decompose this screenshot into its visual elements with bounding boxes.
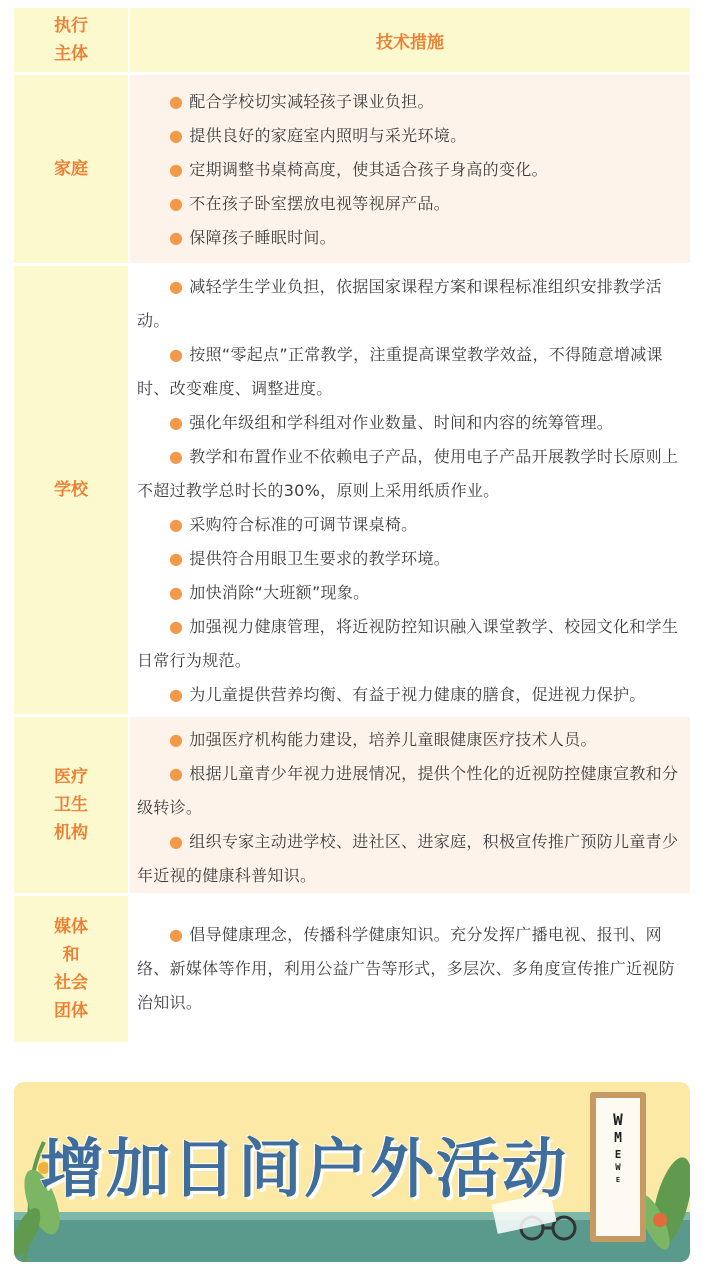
- list-item: [137, 508, 684, 542]
- measure-text: 加快消除“大班额”现象。: [189, 583, 370, 602]
- measure-text: 采购符合标准的可调节课桌椅。: [189, 515, 418, 534]
- list-item: [137, 85, 684, 119]
- bullet-icon: ●: [169, 617, 184, 636]
- row-subject-label: 学校: [54, 480, 88, 500]
- header-subject-line: 执行: [54, 16, 88, 36]
- row-subject-cell: [14, 266, 128, 714]
- bullet-icon: ●: [169, 685, 184, 704]
- eye-chart-letter: E: [615, 1176, 621, 1184]
- bullet-icon: ●: [169, 764, 184, 783]
- bullet-icon: ●: [169, 413, 184, 432]
- list-item: [137, 576, 684, 610]
- header-subject-line: 主体: [54, 44, 88, 64]
- measure-text: 减轻学生学业负担，依据国家课程方案和课程标准组织安排教学活动。: [137, 277, 662, 330]
- measure-text: 提供符合用眼卫生要求的教学环境。: [189, 549, 451, 568]
- measure-text: 倡导健康理念，传播科学健康知识。充分发挥广播电视、报刊、网络、新媒体等作用，利用公益广告等形式，多层次、多角度宣传推广近视防治知识。: [137, 925, 675, 1012]
- list-item: [137, 723, 684, 757]
- list-item: [137, 187, 684, 221]
- eye-chart-letters: [602, 1112, 634, 1184]
- bullet-icon: ●: [169, 345, 184, 364]
- measure-text: 定期调整书桌椅高度，使其适合孩子身高的变化。: [189, 160, 548, 179]
- row-subject-label: 媒体: [54, 917, 88, 937]
- row-measures-cell: [130, 717, 690, 893]
- measure-text: 加强医疗机构能力建设，培养儿童眼健康医疗技术人员。: [189, 730, 597, 749]
- banner-title: 增加日间户外活动: [40, 1133, 568, 1207]
- bullet-icon: ●: [169, 583, 184, 602]
- row-subject-label: 卫生: [54, 795, 88, 815]
- row-measures-cell: [130, 75, 690, 263]
- bullet-icon: ●: [169, 832, 184, 851]
- bullet-icon: ●: [169, 228, 184, 247]
- row-subject-label: 社会: [54, 973, 88, 993]
- list-item: [137, 440, 684, 508]
- bullet-icon: ●: [169, 549, 184, 568]
- list-item: [137, 338, 684, 406]
- eye-chart-letter: W: [613, 1110, 623, 1129]
- header-measures-cell: 技术措施: [130, 8, 690, 72]
- row-subject-label: 团体: [54, 1001, 88, 1021]
- table-header-row: [14, 8, 690, 72]
- measure-text: 配合学校切实减轻孩子课业负担。: [189, 92, 434, 111]
- bullet-icon: ●: [169, 730, 184, 749]
- header-subject-cell: [14, 8, 128, 72]
- list-item: [137, 610, 684, 678]
- list-item: [137, 678, 684, 712]
- list-item: [137, 757, 684, 825]
- bullet-icon: ●: [169, 92, 184, 111]
- bullet-icon: ●: [169, 126, 184, 145]
- row-subject-label: 和: [62, 945, 80, 965]
- measure-text: 按照“零起点”正常教学，注重提高课堂教学效益，不得随意增减课时、改变难度、调整进度。: [137, 345, 663, 398]
- row-measures-cell: [130, 266, 690, 714]
- measure-text: 组织专家主动进学校、进社区、进家庭，积极宣传推广预防儿童青少年近视的健康科普知识。: [137, 832, 679, 885]
- list-item: [137, 406, 684, 440]
- list-item: [137, 153, 684, 187]
- row-subject-label: 家庭: [54, 159, 88, 179]
- row-subject-cell: [14, 717, 128, 893]
- bullet-icon: ●: [169, 277, 184, 296]
- bullet-icon: ●: [169, 160, 184, 179]
- measures-table: [14, 8, 690, 1045]
- bullet-icon: ●: [169, 194, 184, 213]
- row-subject-cell: [14, 896, 128, 1042]
- list-item: [137, 918, 684, 1020]
- eye-chart-letter: W: [615, 1163, 621, 1173]
- outdoor-activity-banner: [14, 1082, 690, 1262]
- table-row: [14, 75, 690, 263]
- measure-text: 强化年级组和学科组对作业数量、时间和内容的统筹管理。: [189, 413, 614, 432]
- list-item: [137, 270, 684, 338]
- measure-text: 不在孩子卧室摆放电视等视屏产品。: [189, 194, 451, 213]
- row-measures-cell: [130, 896, 690, 1042]
- row-subject-label: 机构: [54, 823, 88, 843]
- list-item: [137, 119, 684, 153]
- measure-text: 根据儿童青少年视力进展情况，提供个性化的近视防控健康宣教和分级转诊。: [137, 764, 679, 817]
- list-item: [137, 825, 684, 893]
- bullet-icon: ●: [169, 925, 184, 944]
- list-item: [137, 221, 684, 255]
- list-item: [137, 542, 684, 576]
- row-subject-label: 医疗: [54, 767, 88, 787]
- measure-text: 加强视力健康管理，将近视防控知识融入课堂教学、校园文化和学生日常行为规范。: [137, 617, 679, 670]
- measure-text: 教学和布置作业不依赖电子产品，使用电子产品开展教学时长原则上不超过教学总时长的30%，原则上采用纸质作业。: [137, 447, 679, 500]
- eye-chart-letter: M: [614, 1131, 622, 1146]
- table-row: [14, 717, 690, 893]
- measure-text: 保障孩子睡眠时间。: [189, 228, 336, 247]
- measure-text: 提供良好的家庭室内照明与采光环境。: [189, 126, 467, 145]
- table-row: [14, 266, 690, 714]
- table-row: [14, 896, 690, 1042]
- bullet-icon: ●: [169, 447, 184, 466]
- bullet-icon: ●: [169, 515, 184, 534]
- eye-chart-letter: E: [614, 1148, 622, 1161]
- row-subject-cell: [14, 75, 128, 263]
- measure-text: 为儿童提供营养均衡、有益于视力健康的膳食，促进视力保护。: [189, 685, 646, 704]
